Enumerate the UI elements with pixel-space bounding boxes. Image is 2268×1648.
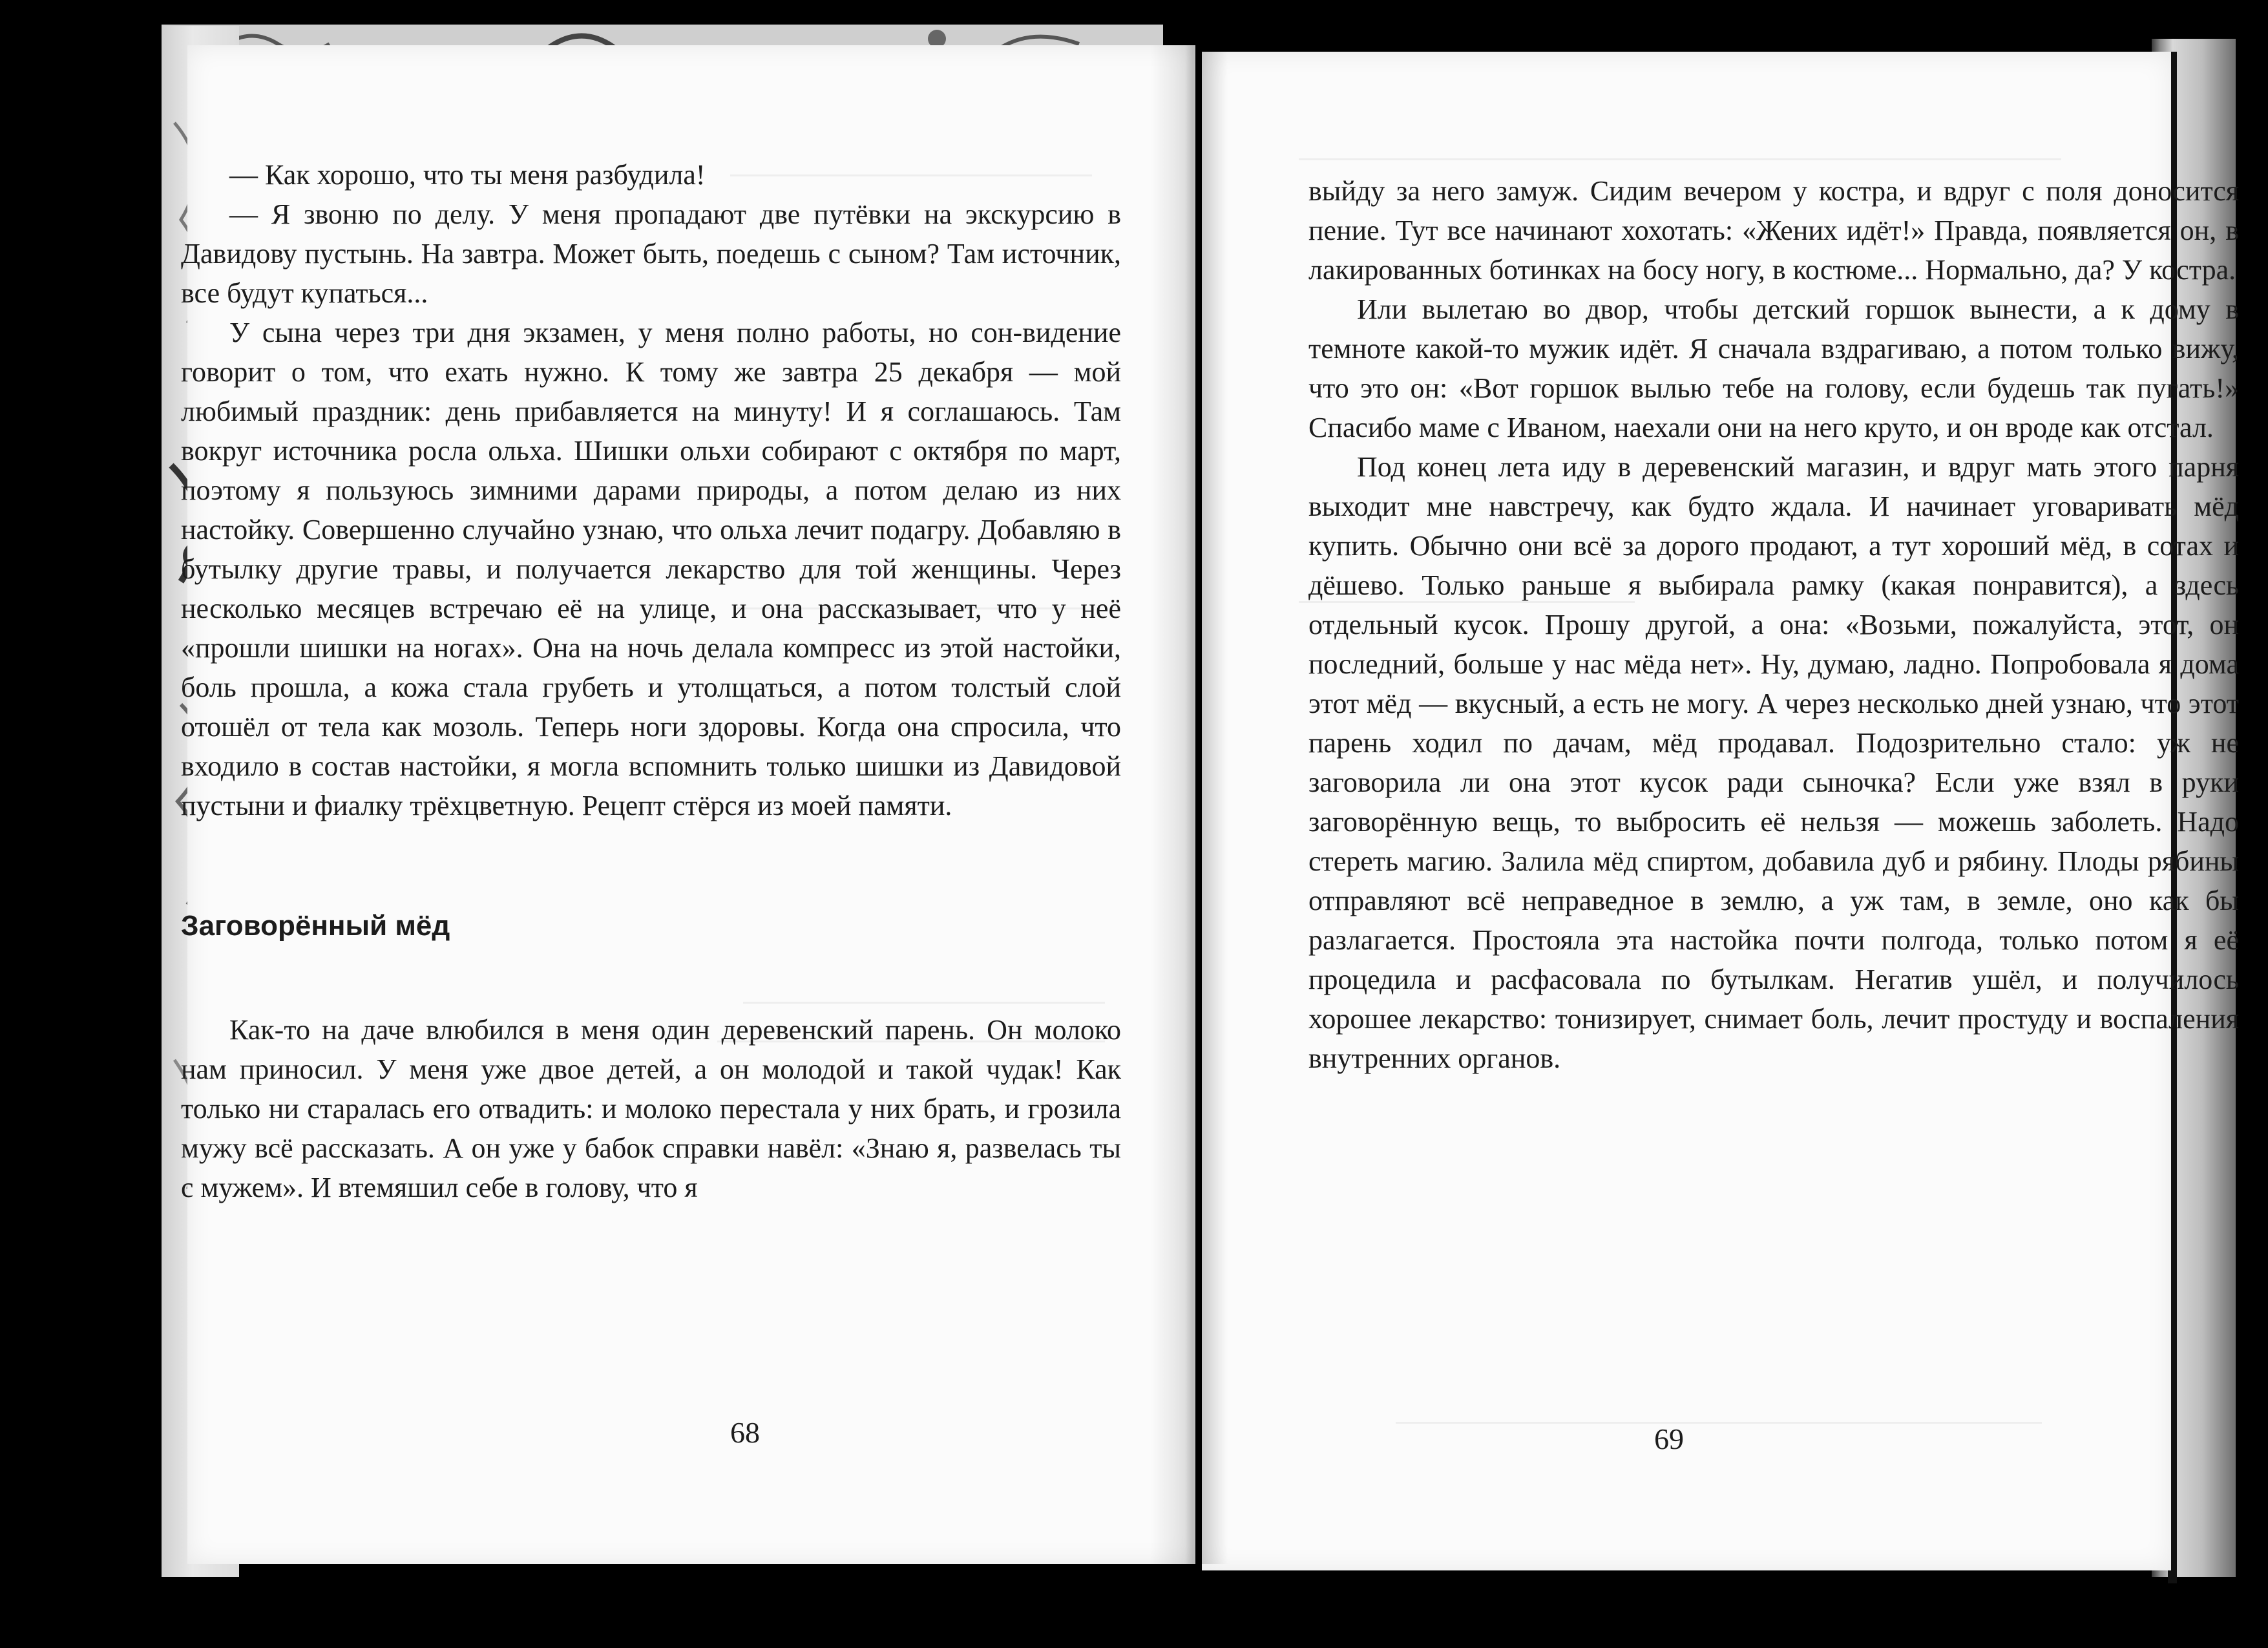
page-number-right: 69 xyxy=(1654,1422,1684,1455)
paragraph: Под конец лета иду в деревенский магазин, и вдруг мать этого парня выходит мне навстречу, как будто ждала. И начинает уговаривать мёд купить. Обычно они всё за дорого продают, а тут хороший мёд, в сотах и дёшево. Только раньше я выбирала рамку (какая понравится), а здесь отдельный кусок. Прошу другой, а она: «Возьми, пожалуйста, этот, он последний, больше у нас мёда нет». Ну, думаю, ладно. Попробовала я дома этот мёд — вкусный, а есть не могу. А через несколько дней узнаю, что этот парень ходил по дачам, мёд продавал. Подозрительно стало: уж не заговорила ли она этот кусок ради сыночка? Если уже взял в руки заговорённую вещь, то выбросить её нельзя — можешь заболеть. Надо стереть магию. Залила мёд спиртом, добавила дуб и рябину. Плоды рябины отправляют всё неправедное в землю, а уж там, в земле, оно как бы разлагается. Простояла эта настойка почти полгода, только потом я её процедила и расфасовала по бутылкам. Негатив ушёл, и получилось хорошее лекарство: тонизирует, снимает боль, лечит простуду и воспаления внутренних органов. xyxy=(1308,451,2239,1074)
right-page-text xyxy=(1308,171,2239,1078)
paragraph: выйду за него замуж. Сидим вечером у костра, и вдруг с поля доносится пение. Тут все начинают хохотать: «Жених идёт!» Правда, появляется он, в лакированных ботинках на босу ногу, в костюме... Нормально, да? У костра. xyxy=(1308,175,2239,286)
paragraph: — Как хорошо, что ты меня разбудила! xyxy=(229,159,706,191)
left-page-text xyxy=(181,155,1121,1207)
section-heading: Заговорённый мёд xyxy=(181,910,450,942)
paragraph: — Я звоню по делу. У меня пропадают две путёвки на экскурсию в Давидову пустынь. На завтра. Может быть, поедешь с сыном? Там источник, все будут купаться... xyxy=(181,198,1121,309)
book-gutter xyxy=(1150,45,1228,1564)
page-number-left: 68 xyxy=(730,1416,760,1449)
paragraph: У сына через три дня экзамен, у меня полно работы, но сон-видение говорит о том, что ехать нужно. К тому же завтра 25 декабря — мой любимый праздник: день прибавляется на минуту! И я соглашаюсь. Там вокруг источника росла ольха. Шишки ольхи собирают с октября по март, поэтому я пользуюсь зимними дарами природы, а потом делаю из них настойку. Совершенно случайно узнаю, что ольха лечит подагру. Добавляю в бутылку другие травы, и получается лекарство для той женщины. Через несколько месяцев встречаю её на улице, и она рассказывает, что у неё «прошли шишки на ногах». Она на ночь делала компресс из этой настойки, боль прошла, а кожа стала грубеть и утолщаться, а потом толстый слой отошёл от тела как мозоль. Теперь ноги здоровы. Когда она спросила, что входило в состав настойки, я могла вспомнить только шишки из Давидовой пустыни и фиалку трёхцветную. Рецепт стёрся из моей памяти. xyxy=(181,317,1121,821)
paragraph: Или вылетаю во двор, чтобы детский горшок вынести, а к дому в темноте какой-то мужик идёт. Я сначала вздрагиваю, а потом только вижу, что это он: «Вот горшок вылью тебе на голову, если будешь так пугать!» Спасибо маме с Иваном, наехали они на него круто, и он вроде как отстал. xyxy=(1308,293,2239,443)
paragraph: Как-то на даче влюбился в меня один деревенский парень. Он молоко нам приносил. У меня уже двое детей, а он молодой и такой чудак! Как только ни старалась его отвадить: и молоко перестала у них брать, и грозила мужу всё рассказать. А он уже у бабок справки навёл: «Знаю я, развелась ты с мужем». И втемяшил себе в голову, что я xyxy=(181,1014,1121,1203)
